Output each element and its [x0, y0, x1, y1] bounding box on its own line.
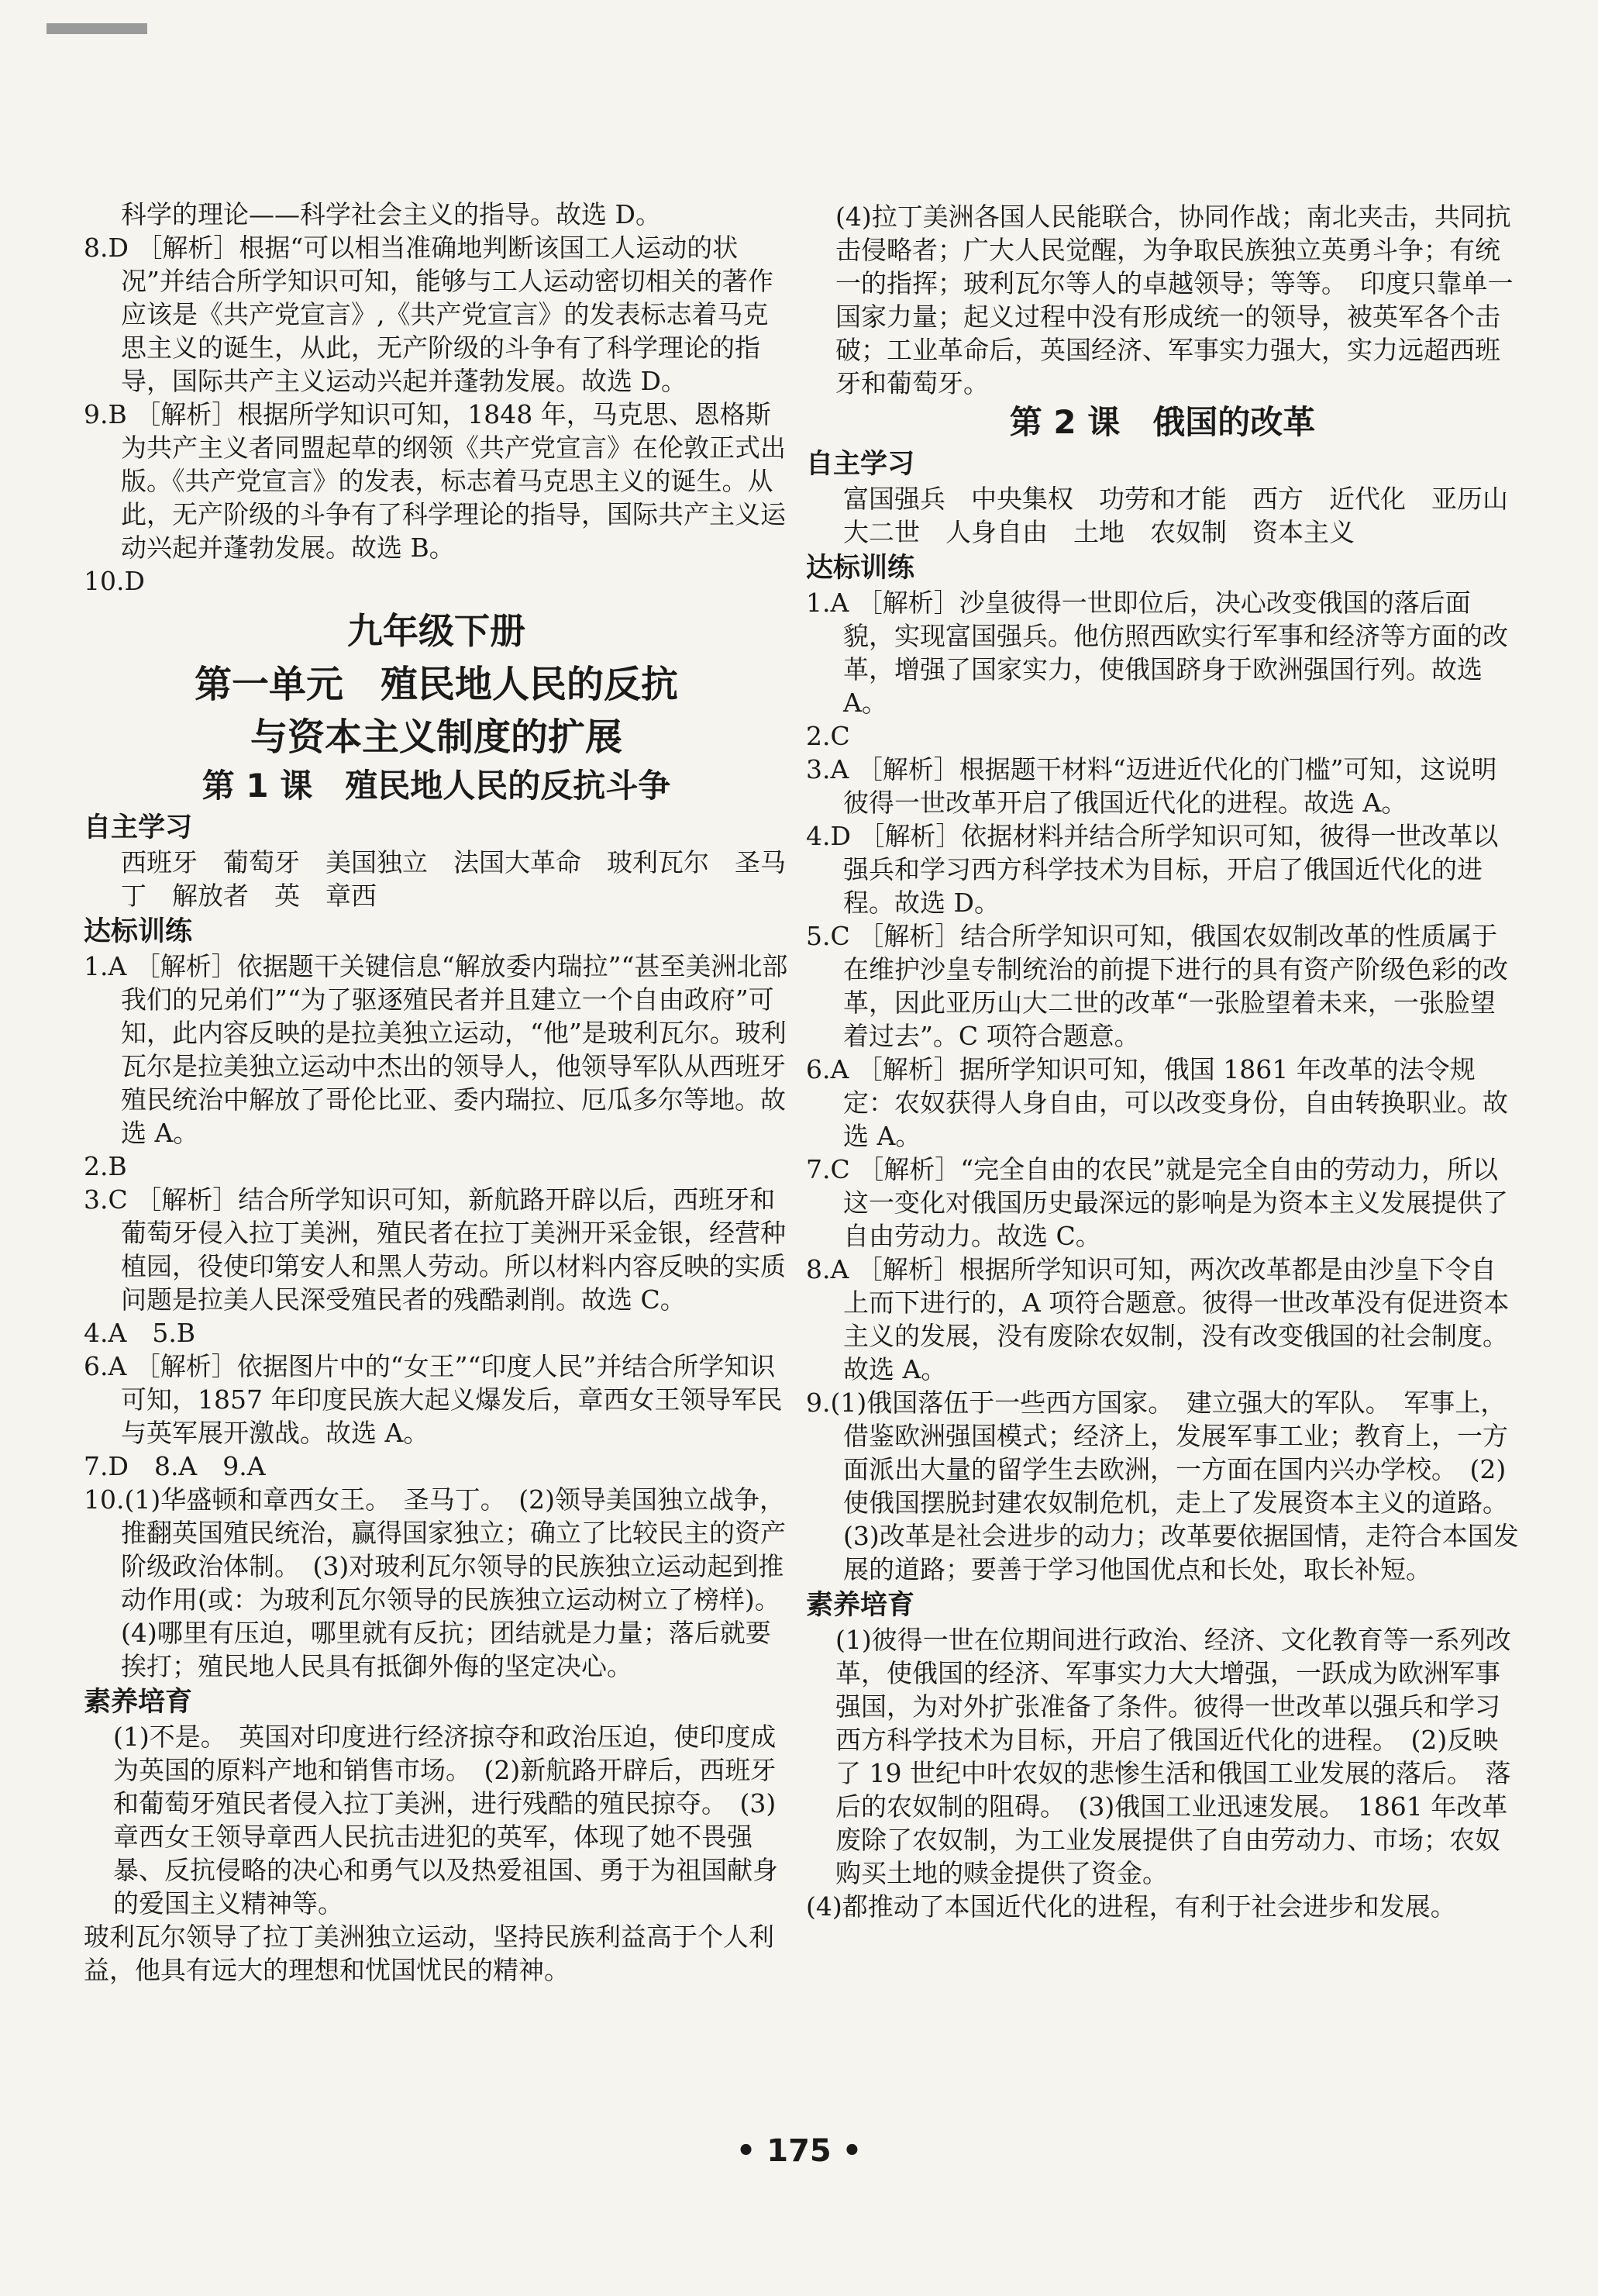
- right-column: [806, 200, 1519, 1923]
- practice-answer-10: 10.(1)华盛顿和章西女王。 圣马丁。 (2)领导美国独立战争，推翻英国殖民统治，赢得国家独立；确立了比较民主的资产阶级政治体制。 (3)对玻利瓦尔领导的民族独立运动起到推动作用(或：为玻利瓦尔领导的民族独立运动树立了榜样)。 (4)哪里有压迫，哪里就有反抗；团结就是力量；落后就要挨打；殖民地人民具有抵御外侮的坚定决心。: [84, 1484, 794, 1681]
- lesson2-answer-8: 8.A ［解析］根据所学知识可知，两次改革都是由沙皇下令自上而下进行的，A 项符合题意。彼得一世改革没有促进资本主义的发展，没有废除农奴制，没有改变俄国的社会制度。故选 A。: [806, 1254, 1510, 1384]
- book-title: 九年级下册: [347, 610, 525, 652]
- answer-continuation: 科学的理论——科学社会主义的指导。故选 D。: [121, 199, 661, 229]
- left-column: [84, 198, 794, 1987]
- practice-heading: 达标训练: [84, 916, 193, 947]
- lesson-2-title: 第 2 课 俄国的改革: [1009, 403, 1316, 441]
- practice-answer-6: 6.A ［解析］依据图片中的“女王”“印度人民”并结合所学知识可知，1857 年印度民族大起义爆发后，章西女王领导军民与英军展开激战。故选 A。: [84, 1351, 783, 1448]
- lesson2-answer-6: 6.A ［解析］据所学知识可知，俄国 1861 年改革的法令规定：农奴获得人身自由，可以改变身份，自由转换职业。故选 A。: [806, 1054, 1508, 1151]
- quality-paragraph-1: (1)不是。 英国对印度进行经济掠夺和政治压迫，使印度成为英国的原料产地和销售市场。 (2)新航路开辟后，西班牙和葡萄牙殖民者侵入拉丁美洲，进行残酷的殖民掠夺。 (3)章西女王领导章西人民抗击进犯的英军，体现了她不畏强暴、反抗侵略的决心和勇气以及热爱祖国、勇于为祖国献身的爱国主义精神等。: [113, 1722, 778, 1919]
- practice-answer-7-9: 7.D 8.A 9.A: [84, 1451, 266, 1481]
- self-study-heading-2: 自主学习: [806, 449, 915, 480]
- lesson2-quality-paragraph-2: (4)都推动了本国近代化的进程，有利于社会进步和发展。: [806, 1891, 1456, 1922]
- quality-heading: 素养培育: [84, 1687, 193, 1718]
- practice-answer-3: 3.C ［解析］结合所学知识可知，新航路开辟以后，西班牙和葡萄牙侵入拉丁美洲，殖民者在拉丁美洲开采金银，经营种植园，役使印第安人和黑人劳动。所以材料内容反映的实质问题是拉美人民深受殖民者的残酷剥削。故选 C。: [84, 1184, 786, 1315]
- lesson2-answer-1: 1.A ［解析］沙皇彼得一世即位后，决心改变俄国的落后面貌，实现富国强兵。他仿照西欧实行军事和经济等方面的改革，增强了国家实力，使俄国跻身于欧洲强国行列。故选 A。: [806, 588, 1508, 718]
- header-mark: [46, 23, 147, 34]
- self-study-answers: 西班牙 葡萄牙 美国独立 法国大革命 玻利瓦尔 圣马丁 解放者 英 章西: [121, 847, 786, 911]
- lesson2-answer-2: 2.C: [806, 721, 850, 751]
- lesson2-quality-paragraph-1: (1)彼得一世在位期间进行政治、经济、文化教育等一系列改革，使俄国的经济、军事实力大大增强，一跃成为欧洲军事强国，为对外扩张准备了条件。彼得一世改革以强兵和学习西方科学技术为目标，开启了俄国近代化的进程。 (2)反映了 19 世纪中叶农奴的悲惨生活和俄国工业发展的落后。 落后的农奴制的阻碍。 (3)俄国工业迅速发展。 1861 年改革废除了农奴制，为工业发展提供了自由劳动力、市场；农奴购买土地的赎金提供了资金。: [835, 1625, 1511, 1888]
- unit-title-line2: 与资本主义制度的扩展: [250, 715, 622, 759]
- practice-heading-2: 达标训练: [806, 553, 915, 584]
- lesson2-answer-7: 7.C ［解析］“完全自由的农民”就是完全自由的劳动力，所以这一变化对俄国历史最深远的影响是为资本主义发展提供了自由劳动力。故选 C。: [806, 1154, 1508, 1251]
- answer-10: 10.D: [84, 566, 145, 596]
- practice-answer-2: 2.B: [84, 1151, 127, 1181]
- unit-title-line1: 第一单元 殖民地人民的反抗: [194, 663, 678, 706]
- practice-answer-4-5: 4.A 5.B: [84, 1318, 196, 1348]
- answer-8: 8.D ［解析］根据“可以相当准确地判断该国工人运动的状况”并结合所学知识可知，能够与工人运动密切相关的著作应该是《共产党宣言》,《共产党宣言》的发表标志着马克思主义的诞生，从此，无产阶级的斗争有了科学理论的指导，国际共产主义运动兴起并蓬勃发展。故选 D。: [84, 233, 773, 396]
- lesson2-answer-5: 5.C ［解析］结合所学知识可知，俄国农奴制改革的性质属于在维护沙皇专制统治的前提下进行的具有资产阶级色彩的改革，因此亚历山大二世的改革“一张脸望着未来，一张脸望着过去”。C 项符合题意。: [806, 921, 1508, 1051]
- lesson2-answer-4: 4.D ［解析］依据材料并结合所学知识可知，彼得一世改革以强兵和学习西方科学技术为目标，开启了俄国近代化的进程。故选 D。: [806, 821, 1499, 918]
- lesson2-answer-9: 9.(1)俄国落伍于一些西方国家。 建立强大的军队。 军事上，借鉴欧洲强国模式；经济上，发展军事工业；教育上，一方面派出大量的留学生去欧洲，一方面在国内兴办学校。 (2)使俄国摆脱封建农奴制危机，走上了发展资本主义的道路。 (3)改革是社会进步的动力；改革要依据国情，走符合本国发展的道路；要善于学习他国优点和长处，取长补短。: [806, 1388, 1521, 1584]
- lesson2-answer-3: 3.A ［解析］根据题干材料“迈进近代化的门槛”可知，这说明彼得一世改革开启了俄国近代化的进程。故选 A。: [806, 754, 1497, 818]
- lesson-1-title: 第 1 课 殖民地人民的反抗斗争: [201, 767, 671, 805]
- practice-answer-1: 1.A ［解析］依据题干关键信息“解放委内瑞拉”“甚至美洲北部我们的兄弟们”“为了驱逐殖民者并且建立一个自由政府”可知，此内容反映的是拉美独立运动，“他”是玻利瓦尔。玻利瓦尔是拉美独立运动中杰出的领导人，他领导军队从西班牙殖民统治中解放了哥伦比亚、委内瑞拉、厄瓜多尔等地。故选 A。: [84, 951, 788, 1148]
- self-study-answers-2: 富国强兵 中央集权 功劳和才能 西方 近代化 亚历山大二世 人身自由 土地 农奴制 资本主义: [843, 484, 1508, 547]
- quality-paragraph-2: 玻利瓦尔领导了拉丁美洲独立运动，坚持民族利益高于个人利益，他具有远大的理想和忧国忧民的精神。: [84, 1922, 774, 1985]
- self-study-heading: 自主学习: [84, 812, 193, 843]
- answer-9: 9.B ［解析］根据所学知识可知，1848 年，马克思、恩格斯为共产主义者同盟起草的纲领《共产党宣言》在伦敦正式出版。《共产党宣言》的发表，标志着马克思主义的诞生。从此，无产阶级的斗争有了科学理论的指导，国际共产主义运动兴起并蓬勃发展。故选 B。: [84, 399, 786, 563]
- page-number: • 175 •: [735, 2133, 863, 2169]
- quality-heading-2: 素养培育: [806, 1590, 915, 1621]
- answer-4-continuation: (4)拉丁美洲各国人民能联合，协同作战；南北夹击，共同抗击侵略者；广大人民觉醒，为争取民族独立英勇斗争；有统一的指挥；玻利瓦尔等人的卓越领导；等等。 印度只靠单一国家力量；起义过程中没有形成统一的领导，被英军各个击破；工业革命后，英国经济、军事实力强大，实力远超西班牙和葡萄牙。: [835, 202, 1514, 398]
